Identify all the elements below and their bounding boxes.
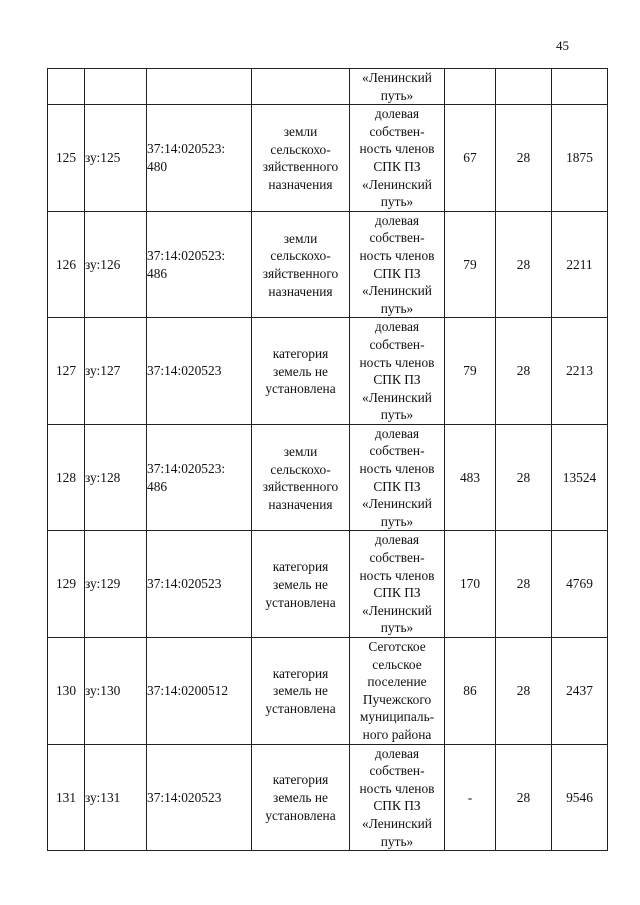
table-row — [48, 105, 608, 212]
table-row — [48, 744, 608, 851]
cell-cadastral: 37:14:020523: 486 — [147, 211, 252, 318]
cell-share: 28 — [496, 531, 552, 638]
land-plots-table — [47, 68, 608, 851]
cell-num: 131 — [48, 744, 85, 851]
cell-zu: зу:129 — [85, 531, 147, 638]
cell-area: 79 — [445, 318, 496, 425]
cell-cadastral: 37:14:020523 — [147, 744, 252, 851]
cell-cadastral: 37:14:020523 — [147, 318, 252, 425]
table-row — [48, 531, 608, 638]
cell-area: - — [445, 744, 496, 851]
continuation-row — [48, 69, 608, 105]
cell-cadastral: 37:14:020523 — [147, 531, 252, 638]
cell-category — [252, 69, 350, 105]
cell-cadastral: 37:14:020523: 486 — [147, 424, 252, 531]
cell-area: 67 — [445, 105, 496, 212]
cell-share: 28 — [496, 424, 552, 531]
cell-owner: долевая собствен- ность членов СПК ПЗ «Ленинский путь» — [350, 424, 445, 531]
cell-owner: долевая собствен- ность членов СПК ПЗ «Ленинский путь» — [350, 318, 445, 425]
cell-zu: зу:130 — [85, 638, 147, 745]
cell-category: земли сельскохо- зяйственного назначения — [252, 211, 350, 318]
page-number: 45 — [556, 38, 569, 53]
cell-total: 13524 — [552, 424, 608, 531]
cell-owner: Сеготское сельское поселение Пучежского муниципаль- ного района — [350, 638, 445, 745]
cell-area: 170 — [445, 531, 496, 638]
table-row — [48, 318, 608, 425]
cell-total — [552, 69, 608, 105]
cell-owner: долевая собствен- ность членов СПК ПЗ «Ленинский путь» — [350, 105, 445, 212]
cell-num: 126 — [48, 211, 85, 318]
cell-zu: зу:126 — [85, 211, 147, 318]
cell-zu: зу:128 — [85, 424, 147, 531]
cell-area: 79 — [445, 211, 496, 318]
cell-area: 86 — [445, 638, 496, 745]
cell-share: 28 — [496, 105, 552, 212]
cell-category: категория земель не установлена — [252, 531, 350, 638]
cell-category: земли сельскохо- зяйственного назначения — [252, 105, 350, 212]
cell-num: 127 — [48, 318, 85, 425]
cell-owner: долевая собствен- ность членов СПК ПЗ «Ленинский путь» — [350, 211, 445, 318]
cell-num: 128 — [48, 424, 85, 531]
cell-cadastral: 37:14:020523: 480 — [147, 105, 252, 212]
table-row — [48, 638, 608, 745]
cell-cadastral — [147, 69, 252, 105]
cell-area: 483 — [445, 424, 496, 531]
cell-area — [445, 69, 496, 105]
cell-total: 2213 — [552, 318, 608, 425]
cell-category: земли сельскохо- зяйственного назначения — [252, 424, 350, 531]
cell-owner: «Ленинский путь» — [350, 69, 445, 105]
cell-category: категория земель не установлена — [252, 638, 350, 745]
cell-zu — [85, 69, 147, 105]
cell-num: 129 — [48, 531, 85, 638]
cell-share: 28 — [496, 638, 552, 745]
cell-num: 130 — [48, 638, 85, 745]
cell-owner: долевая собствен- ность членов СПК ПЗ «Ленинский путь» — [350, 531, 445, 638]
cell-category: категория земель не установлена — [252, 318, 350, 425]
cell-total: 2437 — [552, 638, 608, 745]
cell-share: 28 — [496, 318, 552, 425]
cell-zu: зу:127 — [85, 318, 147, 425]
table-row — [48, 424, 608, 531]
cell-total: 4769 — [552, 531, 608, 638]
cell-cadastral: 37:14:0200512 — [147, 638, 252, 745]
cell-total: 1875 — [552, 105, 608, 212]
cell-num — [48, 69, 85, 105]
cell-num: 125 — [48, 105, 85, 212]
cell-owner: долевая собствен- ность членов СПК ПЗ «Ленинский путь» — [350, 744, 445, 851]
cell-share — [496, 69, 552, 105]
cell-share: 28 — [496, 211, 552, 318]
cell-zu: зу:131 — [85, 744, 147, 851]
cell-share: 28 — [496, 744, 552, 851]
cell-zu: зу:125 — [85, 105, 147, 212]
cell-total: 9546 — [552, 744, 608, 851]
cell-total: 2211 — [552, 211, 608, 318]
table-row — [48, 211, 608, 318]
cell-category: категория земель не установлена — [252, 744, 350, 851]
